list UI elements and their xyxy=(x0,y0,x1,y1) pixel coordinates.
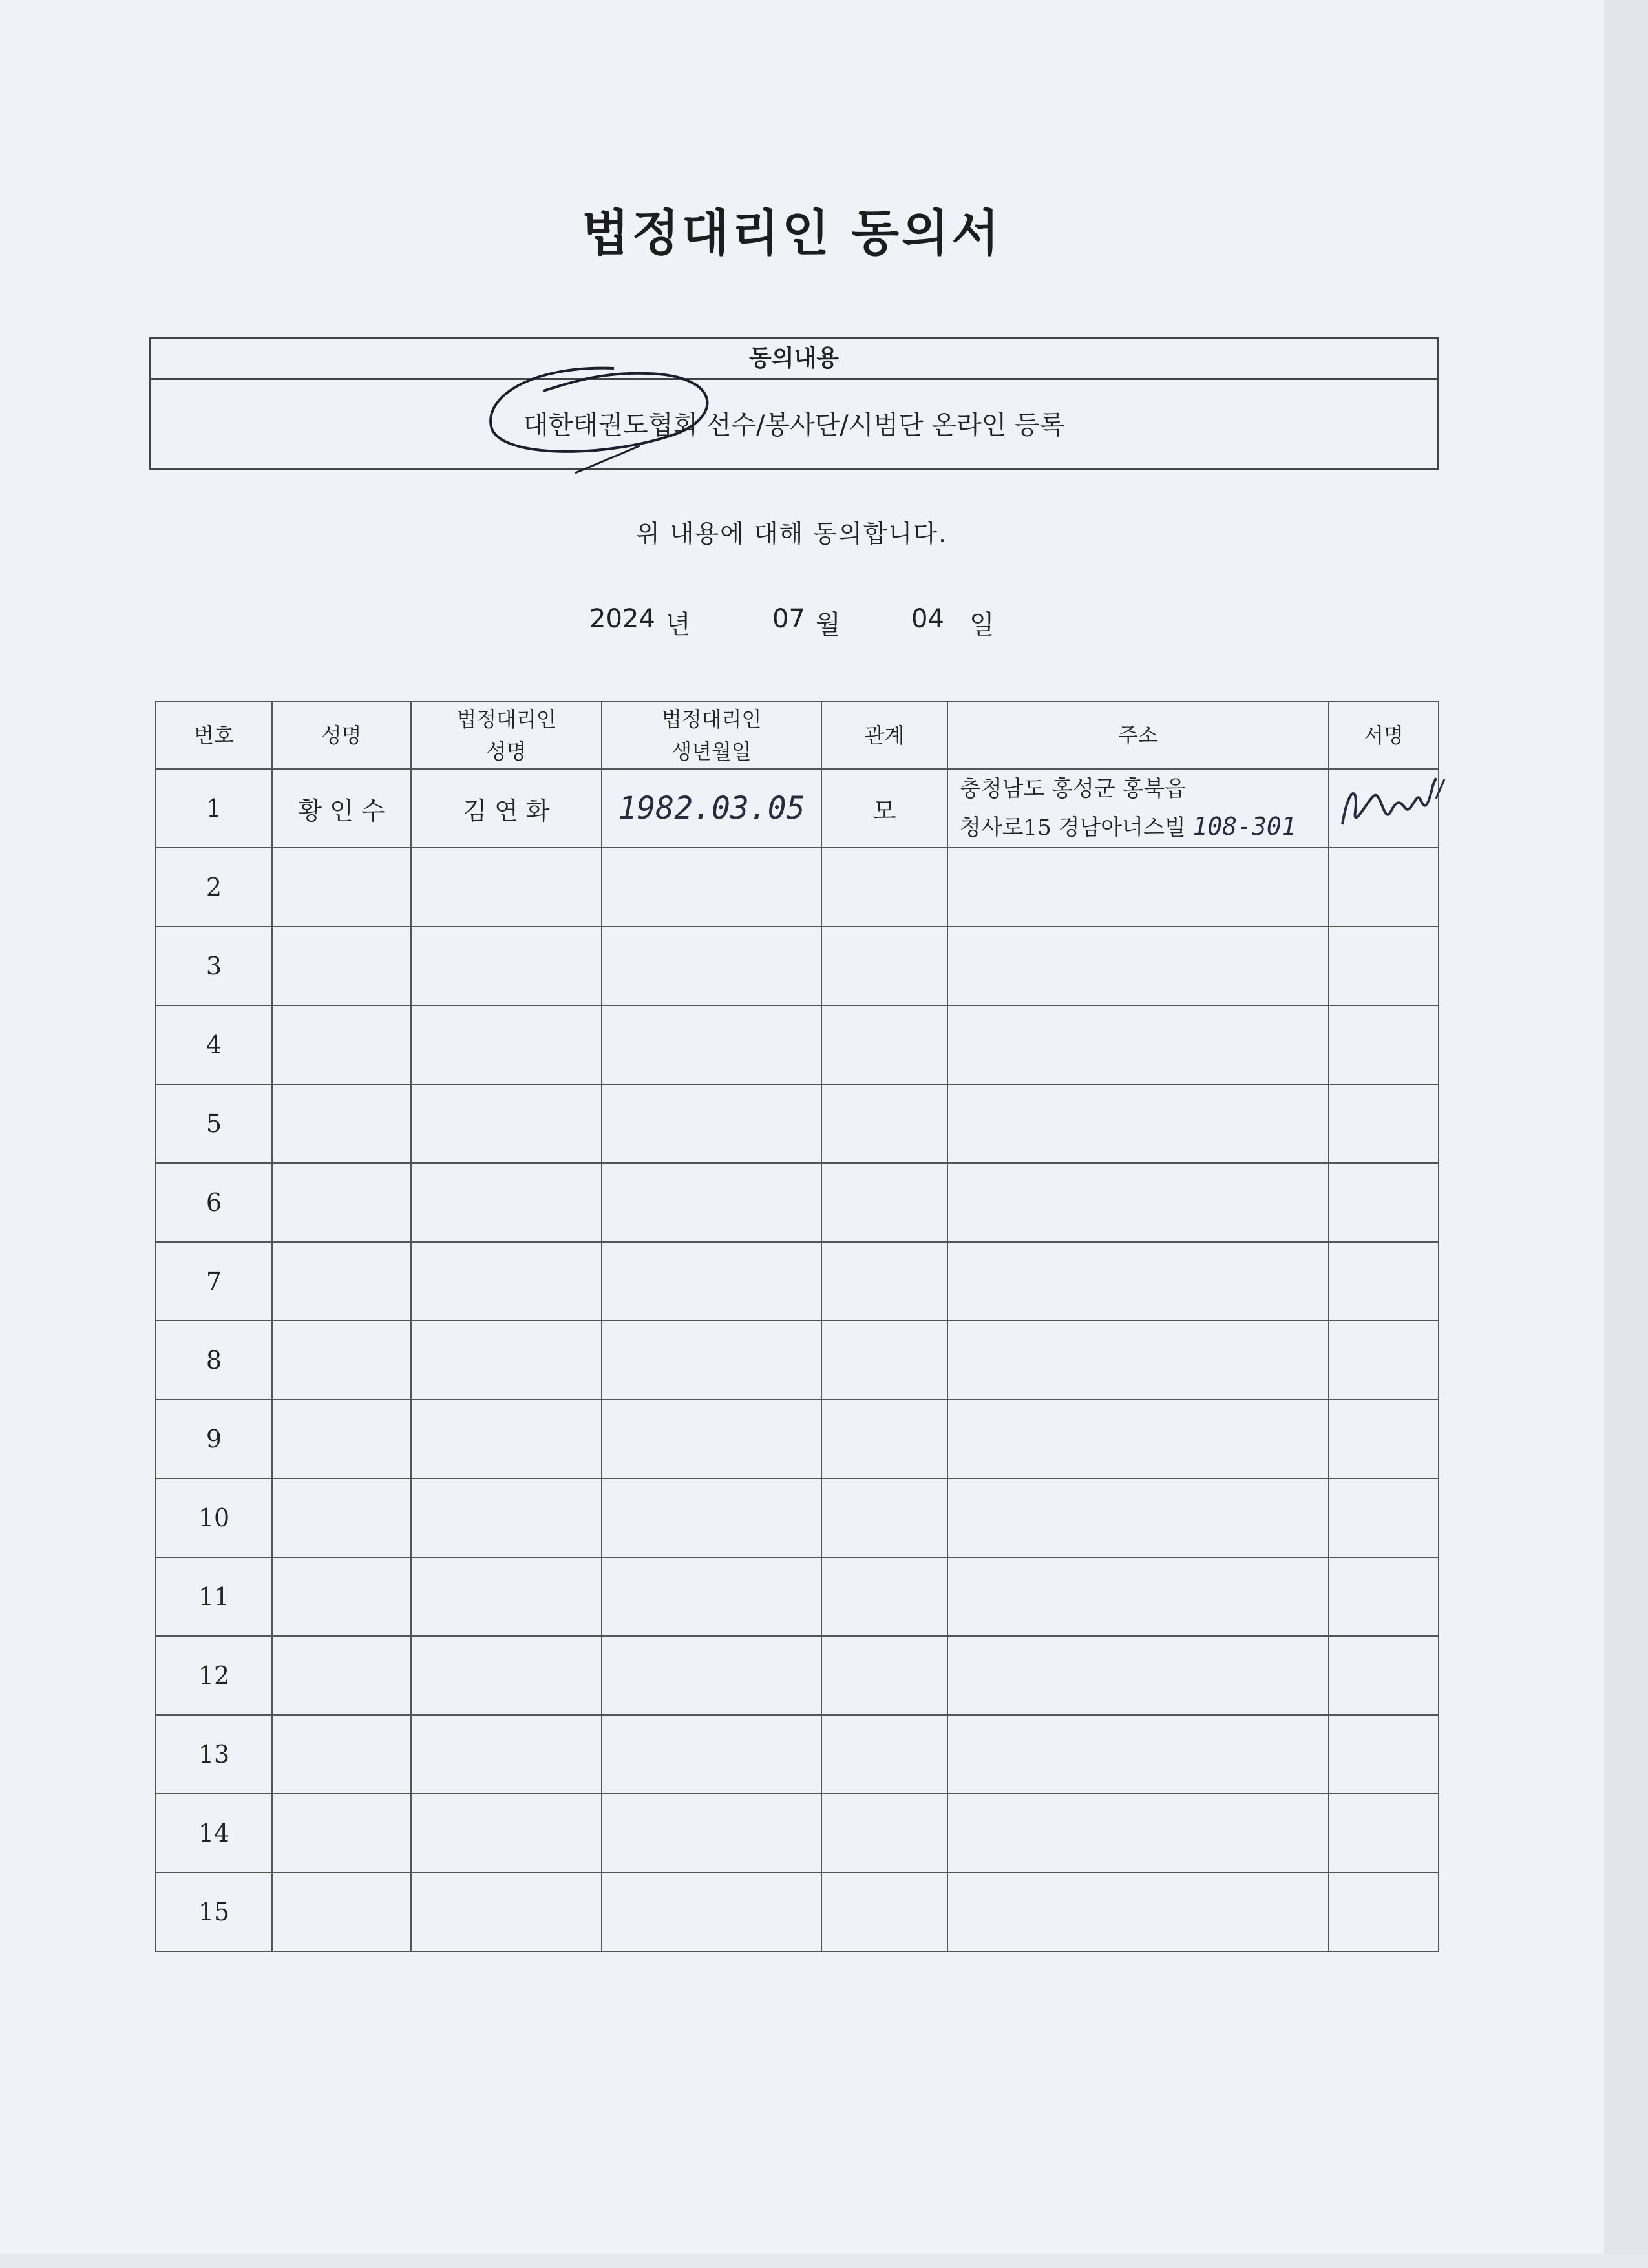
empty-cell xyxy=(602,1163,821,1242)
handwritten-signature xyxy=(1329,773,1446,844)
empty-cell xyxy=(1329,1084,1439,1163)
consent-content-body: 대한태권도협회 선수/봉사단/시범단 온라인 등록 xyxy=(523,410,1065,440)
consent-content-box xyxy=(149,337,1439,470)
table-row xyxy=(156,848,1439,927)
empty-cell xyxy=(411,927,602,1005)
header-guardian-name-line1: 법정대리인 xyxy=(456,707,556,731)
empty-cell xyxy=(947,1715,1329,1794)
address-street: 청사로15 경남아너스빌 xyxy=(960,815,1186,841)
empty-cell xyxy=(411,1400,602,1478)
empty-cell xyxy=(947,1794,1329,1873)
row-name: 황 인 수 xyxy=(272,769,411,848)
header-guardian-name-line2: 성명 xyxy=(486,739,527,764)
empty-cell xyxy=(272,1636,411,1715)
empty-cell xyxy=(947,1242,1329,1321)
empty-cell xyxy=(947,927,1329,1005)
empty-cell xyxy=(947,1321,1329,1400)
empty-cell xyxy=(821,1557,947,1636)
empty-cell xyxy=(602,1715,821,1794)
table-row xyxy=(156,1084,1439,1163)
row-number: 5 xyxy=(156,1084,272,1163)
empty-cell xyxy=(1329,1636,1439,1715)
row-number: 11 xyxy=(156,1557,272,1636)
scan-bottom-edge xyxy=(0,2254,1648,2268)
table-row xyxy=(156,927,1439,1005)
header-guardian-name xyxy=(411,702,602,769)
empty-cell xyxy=(272,848,411,927)
row-relation: 모 xyxy=(821,769,947,848)
empty-cell xyxy=(821,1163,947,1242)
empty-cell xyxy=(602,1005,821,1084)
empty-cell xyxy=(947,1084,1329,1163)
empty-cell xyxy=(272,1321,411,1400)
empty-cell xyxy=(602,1084,821,1163)
empty-cell xyxy=(602,1557,821,1636)
empty-cell xyxy=(272,1557,411,1636)
empty-cell xyxy=(411,1873,602,1951)
empty-cell xyxy=(602,1873,821,1951)
empty-cell xyxy=(947,1873,1329,1951)
handwritten-circle-mark xyxy=(478,362,724,478)
header-guardian-birth-line1: 법정대리인 xyxy=(661,707,762,731)
header-signature: 서명 xyxy=(1329,702,1439,769)
row-number: 9 xyxy=(156,1400,272,1478)
address-line1: 충청남도 홍성군 홍북읍 xyxy=(960,776,1187,802)
empty-cell xyxy=(1329,1163,1439,1242)
row-address xyxy=(947,769,1329,848)
row-number: 14 xyxy=(156,1794,272,1873)
row-number: 12 xyxy=(156,1636,272,1715)
empty-cell xyxy=(947,1005,1329,1084)
empty-cell xyxy=(1329,1400,1439,1478)
empty-cell xyxy=(1329,927,1439,1005)
empty-cell xyxy=(411,1005,602,1084)
empty-cell xyxy=(602,1636,821,1715)
empty-cell xyxy=(272,1400,411,1478)
empty-cell xyxy=(602,1400,821,1478)
scan-page-edge xyxy=(1604,0,1648,2268)
table-header-row xyxy=(156,702,1439,769)
row-number: 15 xyxy=(156,1873,272,1951)
row-guardian-birth xyxy=(602,769,821,848)
empty-cell xyxy=(411,1163,602,1242)
table-row xyxy=(156,1557,1439,1636)
row-number: 10 xyxy=(156,1478,272,1557)
empty-cell xyxy=(602,848,821,927)
row-number: 1 xyxy=(156,769,272,848)
date-month-unit: 월 xyxy=(816,610,841,640)
empty-cell xyxy=(411,1715,602,1794)
empty-cell xyxy=(602,1478,821,1557)
empty-cell xyxy=(602,1321,821,1400)
empty-cell xyxy=(1329,1873,1439,1951)
document-title: 법정대리인 동의서 xyxy=(582,204,1002,262)
empty-cell xyxy=(272,1242,411,1321)
empty-cell xyxy=(602,927,821,1005)
empty-cell xyxy=(947,1478,1329,1557)
header-number: 번호 xyxy=(156,702,272,769)
header-relation: 관계 xyxy=(821,702,947,769)
row-number: 7 xyxy=(156,1242,272,1321)
empty-cell xyxy=(947,848,1329,927)
empty-cell xyxy=(1329,1005,1439,1084)
row-guardian-name: 김 연 화 xyxy=(411,769,602,848)
table-row xyxy=(156,1242,1439,1321)
empty-cell xyxy=(1329,1242,1439,1321)
row-signature xyxy=(1329,769,1439,848)
empty-cell xyxy=(821,1005,947,1084)
empty-cell xyxy=(1329,1321,1439,1400)
table-row xyxy=(156,1163,1439,1242)
row-number: 6 xyxy=(156,1163,272,1242)
table-row xyxy=(156,1794,1439,1873)
empty-cell xyxy=(821,1794,947,1873)
empty-cell xyxy=(1329,848,1439,927)
empty-cell xyxy=(272,1715,411,1794)
empty-cell xyxy=(821,1400,947,1478)
empty-cell xyxy=(272,1478,411,1557)
consent-content-header: 동의내용 xyxy=(151,339,1437,380)
empty-cell xyxy=(821,1636,947,1715)
empty-cell xyxy=(411,1636,602,1715)
empty-cell xyxy=(272,1005,411,1084)
handwritten-unit-number: 108-301 xyxy=(1192,812,1296,841)
table-row xyxy=(156,1478,1439,1557)
row-number: 13 xyxy=(156,1715,272,1794)
row-number: 4 xyxy=(156,1005,272,1084)
empty-cell xyxy=(272,1794,411,1873)
empty-cell xyxy=(1329,1478,1439,1557)
header-guardian-birth xyxy=(602,702,821,769)
empty-cell xyxy=(272,1163,411,1242)
date-year-unit: 년 xyxy=(666,610,691,640)
empty-cell xyxy=(411,1557,602,1636)
empty-cell xyxy=(821,927,947,1005)
empty-cell xyxy=(411,1242,602,1321)
empty-cell xyxy=(947,1636,1329,1715)
agree-statement: 위 내용에 대해 동의합니다. xyxy=(635,520,948,548)
table-row xyxy=(156,1873,1439,1951)
date-year: 2024 xyxy=(589,604,655,634)
row-number: 3 xyxy=(156,927,272,1005)
table-row xyxy=(156,1005,1439,1084)
empty-cell xyxy=(411,1084,602,1163)
empty-cell xyxy=(821,1084,947,1163)
empty-cell xyxy=(947,1557,1329,1636)
address-line2 xyxy=(960,808,1328,846)
empty-cell xyxy=(821,1478,947,1557)
empty-cell xyxy=(411,848,602,927)
empty-cell xyxy=(411,1794,602,1873)
table-row xyxy=(156,1715,1439,1794)
guardian-table xyxy=(155,701,1439,1952)
empty-cell xyxy=(272,927,411,1005)
empty-cell xyxy=(821,1321,947,1400)
date-month: 07 xyxy=(772,604,805,634)
empty-cell xyxy=(272,1873,411,1951)
empty-cell xyxy=(821,1873,947,1951)
table-row xyxy=(156,1636,1439,1715)
empty-cell xyxy=(821,1715,947,1794)
empty-cell xyxy=(272,1084,411,1163)
empty-cell xyxy=(821,848,947,927)
handwritten-birthdate: 1982.03.05 xyxy=(618,790,805,826)
table-row xyxy=(156,1321,1439,1400)
empty-cell xyxy=(602,1242,821,1321)
date-day: 04 xyxy=(911,604,944,634)
empty-rows xyxy=(156,848,1439,1951)
empty-cell xyxy=(411,1321,602,1400)
table-row xyxy=(156,1400,1439,1478)
empty-cell xyxy=(947,1163,1329,1242)
row-number: 8 xyxy=(156,1321,272,1400)
header-name: 성명 xyxy=(272,702,411,769)
header-guardian-birth-line2: 생년월일 xyxy=(671,739,752,764)
empty-cell xyxy=(947,1400,1329,1478)
date-day-unit: 일 xyxy=(969,610,995,640)
empty-cell xyxy=(1329,1794,1439,1873)
empty-cell xyxy=(1329,1715,1439,1794)
table-row xyxy=(156,769,1439,848)
empty-cell xyxy=(411,1478,602,1557)
empty-cell xyxy=(821,1242,947,1321)
empty-cell xyxy=(602,1794,821,1873)
row-number: 2 xyxy=(156,848,272,927)
empty-cell xyxy=(1329,1557,1439,1636)
header-address: 주소 xyxy=(947,702,1329,769)
